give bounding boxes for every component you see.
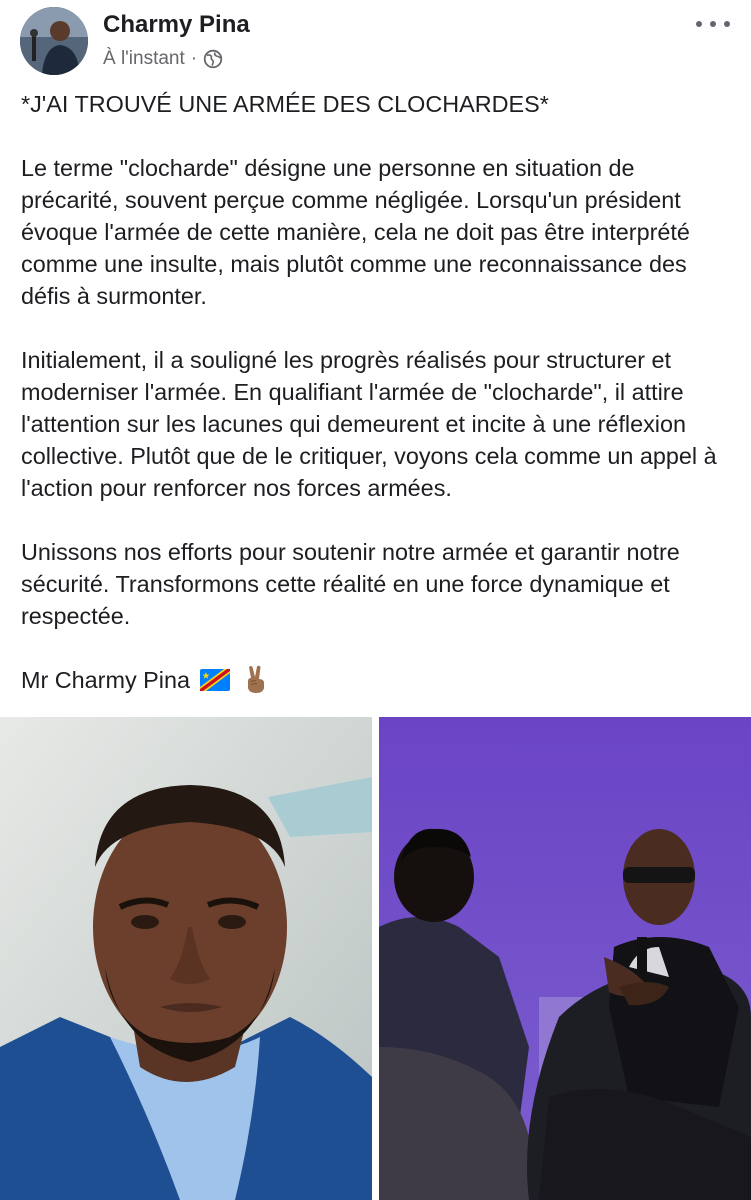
event-photo[interactable] [379,717,751,1200]
post-paragraph-2: Initialement, il a souligné les progrès réalisés pour structurer et moderniser l'armée. En qualifiant l'armée de "clocharde", il attire l'attention sur les lacunes qui demeurent et incite à une réflexion collective. Plutôt que de le critiquer, voyons cela comme un appel à l'action pour renforcer nos forces armées. [21,347,717,501]
post-signature [21,664,733,696]
drc-flag-emoji [200,667,230,689]
victory-hand-emoji [243,664,269,694]
post-header [0,0,751,80]
author-name[interactable]: Charmy Pina [103,11,250,38]
post-paragraph-3: Unissons nos efforts pour soutenir notre armée et garantir notre sécurité. Transformons cette réalité en une force dynamique et respectée. [21,539,680,629]
post-meta [103,46,223,72]
post-timestamp[interactable]: À l'instant [103,48,185,69]
more-icon-dot [696,21,702,27]
more-options-button[interactable] [696,10,730,38]
post-title: *J'AI TROUVÉ UNE ARMÉE DES CLOCHARDES* [21,91,549,117]
author-avatar[interactable] [20,7,88,75]
meta-separator: · [190,48,198,69]
more-icon-dot [724,21,730,27]
post-body [21,88,733,696]
more-icon-dot [710,21,716,27]
signature-text: Mr Charmy Pina [21,667,190,693]
avatar-image [20,7,88,75]
post-paragraph-1: Le terme "clocharde" désigne une personne en situation de précarité, souvent perçue comme négligée. Lorsqu'un président évoque l'armée de cette manière, cela ne doit pas être interprété comme une insulte, mais plutôt comme une reconnaissance des défis à surmonter. [21,155,690,309]
globe-icon[interactable] [203,49,223,69]
portrait-photo[interactable] [0,717,372,1200]
